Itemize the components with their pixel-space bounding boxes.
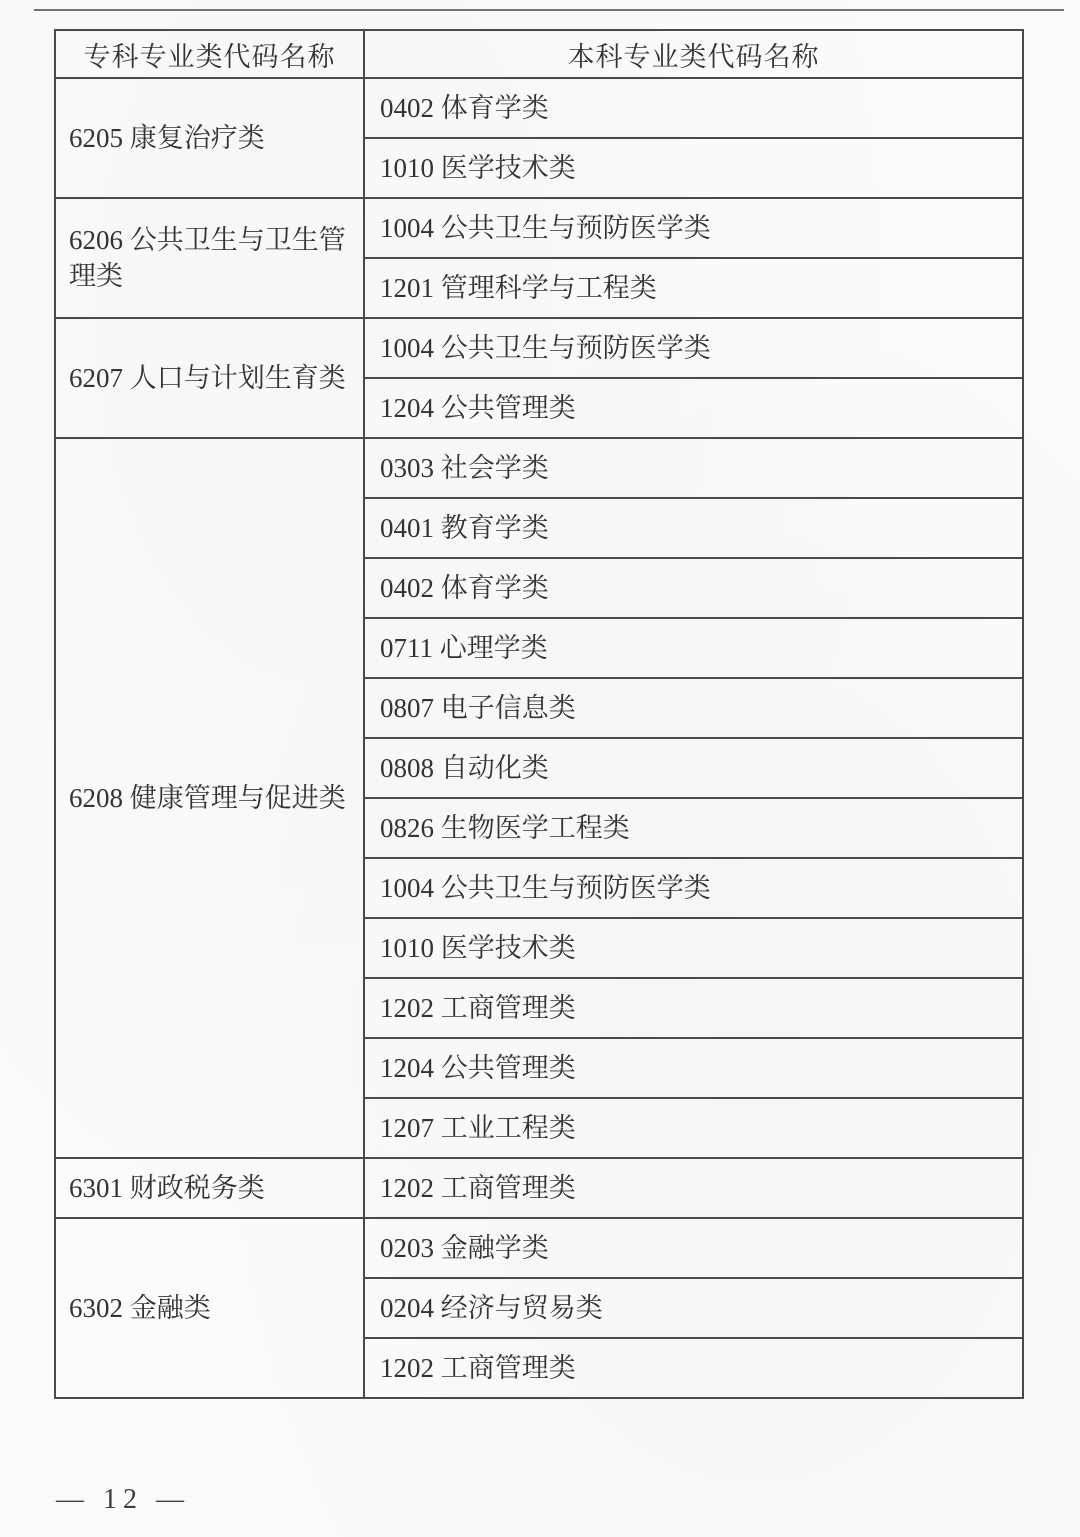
undergraduate-category-cell: 1201 管理科学与工程类 — [364, 258, 1023, 318]
undergraduate-category-cell: 0402 体育学类 — [364, 558, 1023, 618]
undergraduate-category-cell: 0826 生物医学工程类 — [364, 798, 1023, 858]
undergraduate-category-cell: 0402 体育学类 — [364, 78, 1023, 138]
undergraduate-category-cell: 1204 公共管理类 — [364, 1038, 1023, 1098]
undergraduate-category-cell: 0401 教育学类 — [364, 498, 1023, 558]
table-row — [55, 78, 1023, 138]
undergraduate-category-cell: 1010 医学技术类 — [364, 918, 1023, 978]
table-body — [55, 78, 1023, 1398]
college-category-cell: 6302 金融类 — [55, 1218, 364, 1398]
scan-artifact-line — [34, 9, 1064, 11]
undergraduate-category-cell: 1207 工业工程类 — [364, 1098, 1023, 1158]
code-mapping-table — [54, 29, 1024, 1399]
undergraduate-category-cell: 1010 医学技术类 — [364, 138, 1023, 198]
table-row — [55, 1218, 1023, 1278]
college-category-cell: 6206 公共卫生与卫生管理类 — [55, 198, 364, 318]
table-row — [55, 1158, 1023, 1218]
undergraduate-category-cell: 0204 经济与贸易类 — [364, 1278, 1023, 1338]
undergraduate-category-cell: 1202 工商管理类 — [364, 978, 1023, 1038]
table-row — [55, 438, 1023, 498]
college-category-cell: 6207 人口与计划生育类 — [55, 318, 364, 438]
table-row — [55, 318, 1023, 378]
undergraduate-category-cell: 0303 社会学类 — [364, 438, 1023, 498]
undergraduate-category-cell: 0711 心理学类 — [364, 618, 1023, 678]
undergraduate-category-cell: 0808 自动化类 — [364, 738, 1023, 798]
header-undergraduate-column: 本科专业类代码名称 — [364, 30, 1023, 78]
header-college-column: 专科专业类代码名称 — [55, 30, 364, 78]
college-category-cell: 6301 财政税务类 — [55, 1158, 364, 1218]
undergraduate-category-cell: 0807 电子信息类 — [364, 678, 1023, 738]
table-row — [55, 198, 1023, 258]
undergraduate-category-cell: 0203 金融学类 — [364, 1218, 1023, 1278]
college-category-cell: 6208 健康管理与促进类 — [55, 438, 364, 1158]
undergraduate-category-cell: 1204 公共管理类 — [364, 378, 1023, 438]
page-number: — 12 — — [56, 1484, 190, 1515]
college-category-cell: 6205 康复治疗类 — [55, 78, 364, 198]
table-header-row — [55, 30, 1023, 78]
undergraduate-category-cell: 1004 公共卫生与预防医学类 — [364, 858, 1023, 918]
undergraduate-category-cell: 1202 工商管理类 — [364, 1158, 1023, 1218]
undergraduate-category-cell: 1004 公共卫生与预防医学类 — [364, 318, 1023, 378]
undergraduate-category-cell: 1202 工商管理类 — [364, 1338, 1023, 1398]
undergraduate-category-cell: 1004 公共卫生与预防医学类 — [364, 198, 1023, 258]
